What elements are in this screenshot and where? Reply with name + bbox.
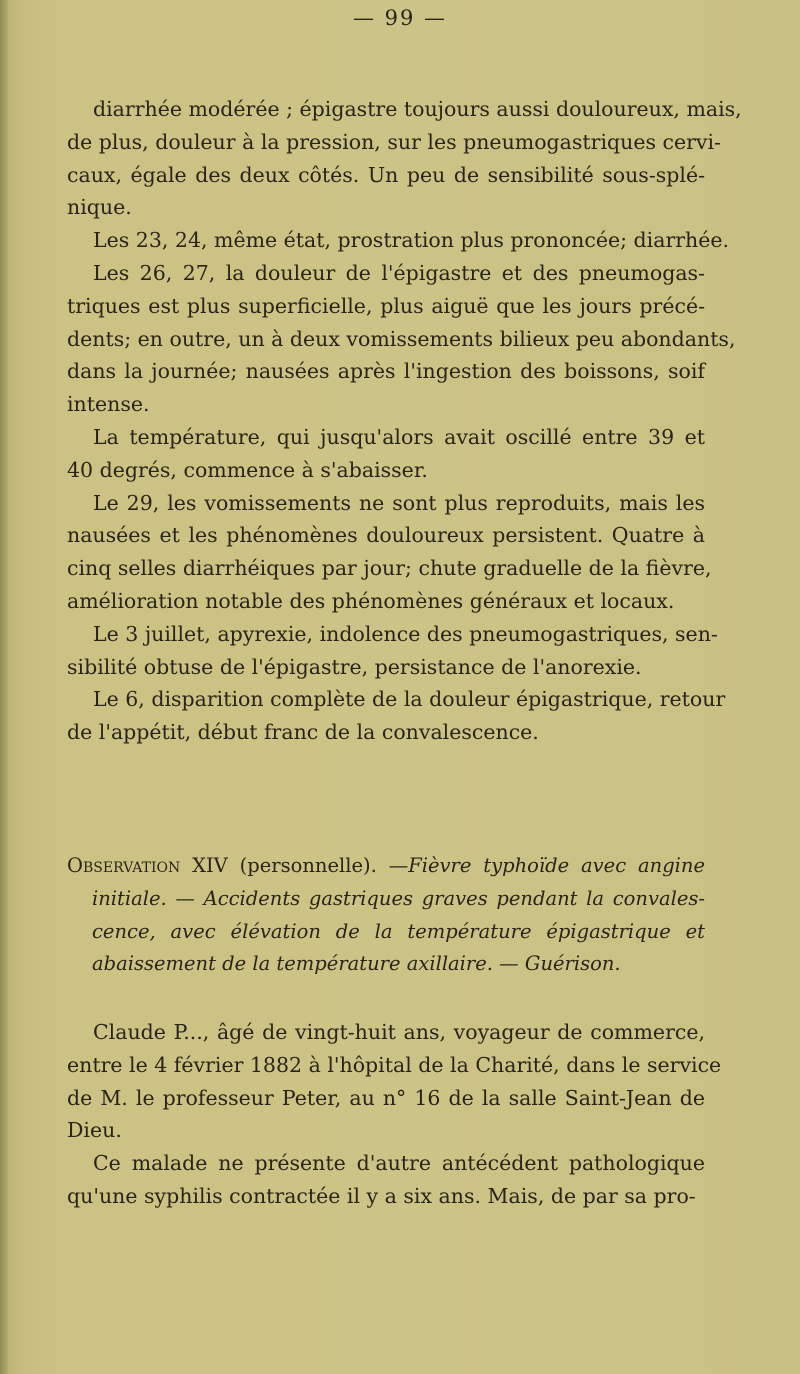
text-line: Claude P..., âgé de vingt-huit ans, voyageur de commerce, [93, 1020, 705, 1044]
text-line: La température, qui jusqu'alors avait oscillé entre 39 et [93, 425, 705, 449]
text-line: de plus, douleur à la pression, sur les pneumogastriques cervi- [67, 129, 721, 154]
text-line: dents; en outre, un à deux vomissements bilieux peu abondants, [67, 326, 736, 351]
text-line: intense. [67, 392, 150, 417]
page-number: — 99 — [352, 6, 448, 30]
text-line: Dieu. [67, 1118, 122, 1143]
text-line: Ce malade ne présente d'autre antécédent pathologique [93, 1151, 705, 1176]
text-line: qu'une syphilis contractée il y a six ans. Mais, de par sa pro- [67, 1184, 696, 1208]
text-line: de M. le professeur Peter, au n° 16 de la salle Saint-Jean de [67, 1085, 705, 1110]
text-line: Le 3 juillet, apyrexie, indolence des pneumogastriques, sen- [93, 621, 718, 646]
text-line: amélioration notable des phénomènes généraux et locaux. [67, 589, 675, 613]
text-line: nausées et les phénomènes douloureux persistent. Quatre à [67, 523, 705, 548]
page-edge-shadow [0, 0, 8, 1374]
observation-line [67, 851, 705, 881]
observation-line: abaissement de la température axillaire. — Guérison. [92, 952, 621, 976]
text-line: sibilité obtuse de l'épigastre, persistance de l'anorexie. [67, 654, 642, 679]
observation-title: Fièvre typhoïde avec angine [408, 854, 706, 877]
text-line: entre le 4 février 1882 à l'hôpital de la Charité, dans le service [67, 1052, 722, 1077]
text-line: 40 degrés, commence à s'abaisser. [67, 457, 428, 482]
text-line: Les 23, 24, même état, prostration plus prononcée; diarrhée. [93, 228, 730, 253]
text-line: caux, égale des deux côtés. Un peu de sensibilité sous-splé- [67, 162, 705, 187]
text-line: dans la journée; nausées après l'ingestion des boissons, soif [67, 359, 705, 384]
text-line: de l'appétit, début franc de la convalescence. [67, 720, 539, 745]
text-line: triques est plus superficielle, plus aiguë que les jours précé- [67, 293, 705, 318]
observation-line: initiale. — Accidents gastriques graves pendant la convales- [92, 886, 705, 910]
text-line: nique. [67, 195, 132, 220]
text-line: Le 6, disparition complète de la douleur épigastrique, retour [93, 687, 726, 712]
observation-qualifier: (personnelle). — [239, 854, 409, 877]
observation-label: Observation XIV [67, 854, 228, 877]
observation-line: cence, avec élévation de la température épigastrique et [92, 919, 705, 943]
text-line: diarrhée modérée ; épigastre toujours aussi douloureux, mais, [93, 97, 742, 121]
text-line: Les 26, 27, la douleur de l'épigastre et des pneumogas- [93, 261, 705, 285]
text-line: cinq selles diarrhéiques par jour; chute graduelle de la fièvre, [67, 556, 712, 581]
text-line: Le 29, les vomissements ne sont plus reproduits, mais les [93, 490, 705, 515]
